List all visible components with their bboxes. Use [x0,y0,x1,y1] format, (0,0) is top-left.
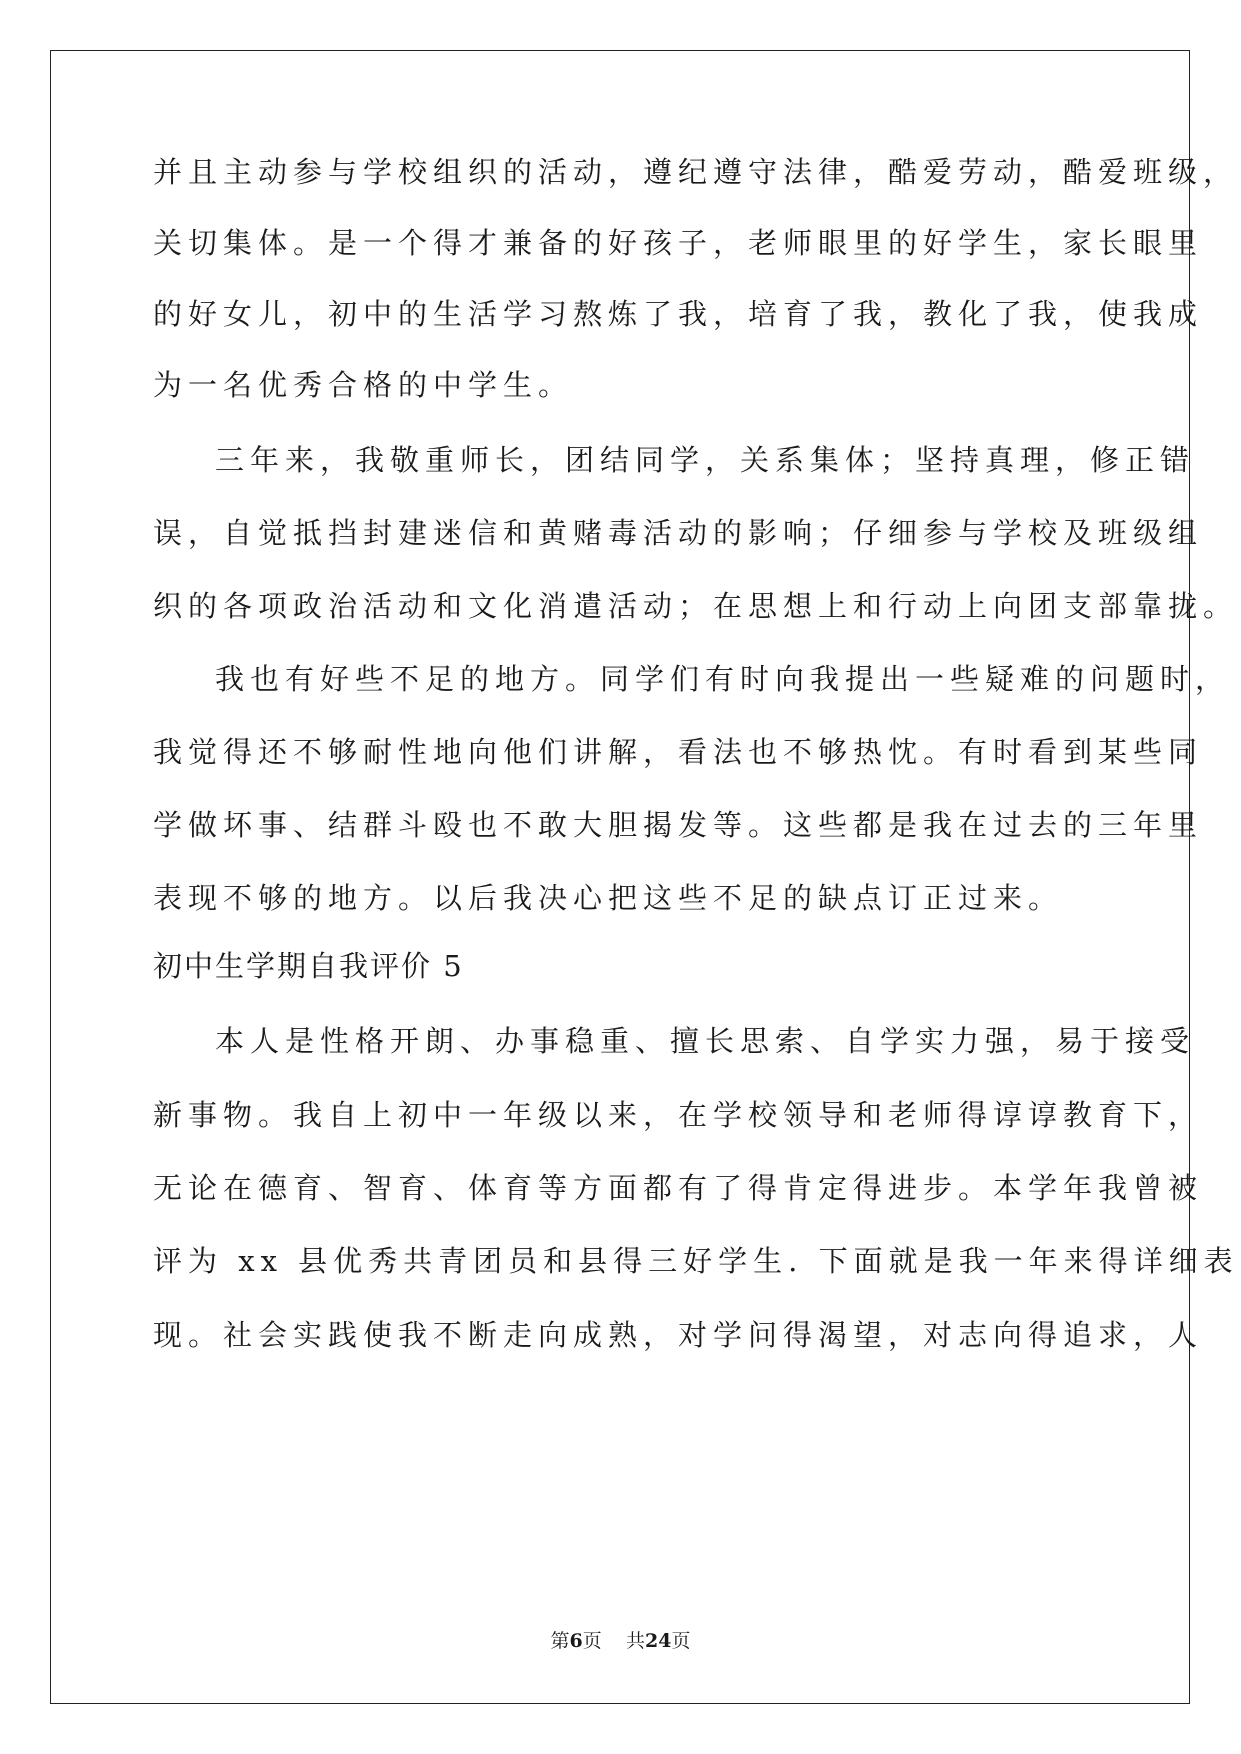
body-text-line: 现。社会实践使我不断走向成熟，对学问得渴望，对志向得追求，人 [153,1318,1204,1352]
body-text-line: 的好女儿，初中的生活学习熬炼了我，培育了我，教化了我，使我成 [153,297,1204,331]
footer-total-prefix: 共 [625,1630,645,1652]
section-heading: 初中生学期自我评价 5 [153,949,464,983]
body-text-line: 评为 xx 县优秀共青团员和县得三好学生. 下面就是我一年来得详细表 [153,1244,1239,1278]
body-text-line: 关切集体。是一个得才兼备的好孩子，老师眼里的好学生，家长眼里 [153,226,1204,260]
paragraph-first-line: 我也有好些不足的地方。同学们有时向我提出一些疑难的问题时， [215,662,1231,696]
footer-total-suffix: 页 [671,1630,691,1652]
paragraph-first-line: 本人是性格开朗、办事稳重、擅长思索、自学实力强，易于接受 [215,1024,1196,1058]
body-text-line: 为一名优秀合格的中学生。 [153,368,574,402]
body-text-line: 我觉得还不够耐性地向他们讲解，看法也不够热忱。有时看到某些同 [153,735,1204,769]
body-text-line: 无论在德育、智育、体育等方面都有了得肯定得进步。本学年我曾被 [153,1171,1204,1205]
body-text-line: 新事物。我自上初中一年级以来，在学校领导和老师得谆谆教育下， [153,1098,1204,1132]
paragraph-first-line: 三年来，我敬重师长，团结同学，关系集体；坚持真理，修正错 [215,443,1196,477]
footer-current-page: 6 [569,1630,583,1652]
body-text-line: 表现不够的地方。以后我决心把这些不足的缺点订正过来。 [153,881,1064,915]
footer-page-word: 页 [582,1630,602,1652]
body-text-line: 学做坏事、结群斗殴也不敢大胆揭发等。这些都是我在过去的三年里 [153,808,1204,842]
page-footer [0,1626,1241,1653]
body-text-line: 误，自觉抵挡封建迷信和黄赌毒活动的影响；仔细参与学校及班级组 [153,516,1204,550]
body-text-line: 并且主动参与学校组织的活动，遵纪遵守法律，酷爱劳动，酷爱班级， [153,155,1239,189]
footer-page-prefix: 第 [550,1630,570,1652]
footer-total-pages: 24 [644,1630,672,1652]
body-text-line: 织的各项政治活动和文化消遣活动；在思想上和行动上向团支部靠拢。 [153,589,1239,623]
